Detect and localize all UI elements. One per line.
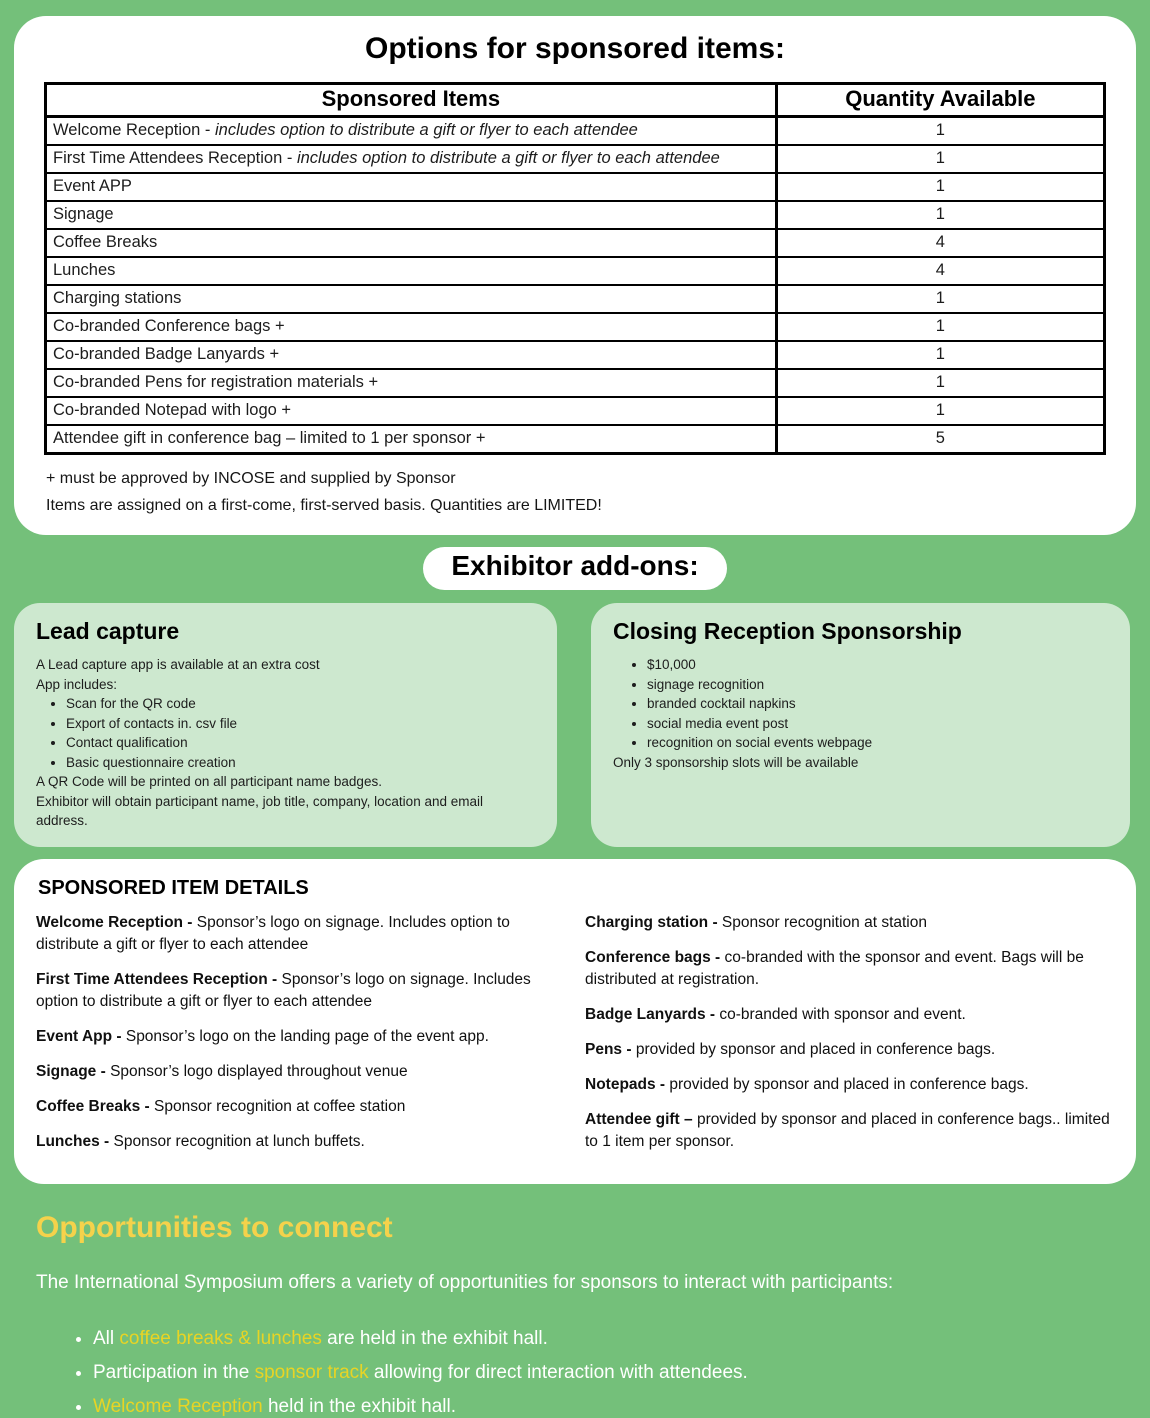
detail-label: Attendee gift – — [585, 1110, 693, 1128]
lead-capture-line: A QR Code will be printed on all participant name badges. — [36, 774, 382, 789]
table-row — [46, 313, 1105, 341]
lead-capture-line: A Lead capture app is available at an extra cost — [36, 657, 320, 672]
opportunity-bullet — [93, 1396, 1114, 1418]
detail-entry — [36, 912, 565, 956]
detail-entry — [585, 947, 1114, 991]
exhibitor-addons-heading: Exhibitor add-ons: — [423, 547, 726, 590]
table-row — [46, 285, 1105, 313]
opportunity-bullet — [93, 1362, 1114, 1384]
highlighted-text: sponsor track — [254, 1361, 369, 1383]
footnote-limited: Items are assigned on a first-come, first-served basis. Quantities are LIMITED! — [46, 497, 602, 514]
table-row — [46, 257, 1105, 285]
item-cell — [46, 229, 777, 257]
sponsored-items-card — [14, 16, 1136, 535]
item-text: Co-branded Pens for registration materials + — [53, 373, 379, 391]
detail-text: Sponsor recognition at station — [717, 913, 927, 931]
item-cell — [46, 369, 777, 397]
detail-text: Sponsor recognition at lunch buffets. — [109, 1132, 365, 1150]
table-row — [46, 369, 1105, 397]
detail-label: Event App - — [36, 1027, 122, 1045]
quantity-cell: 4 — [776, 257, 1104, 285]
closing-reception-bullet: • branded cocktail napkins — [647, 694, 1108, 714]
column-header-sponsored-items: Sponsored Items — [46, 84, 777, 117]
table-row — [46, 341, 1105, 369]
highlighted-text: coffee breaks & lunches — [119, 1327, 322, 1349]
item-text: Co-branded Notepad with logo + — [53, 401, 292, 419]
table-row — [46, 229, 1105, 257]
closing-reception-bullet: • $10,000 — [647, 655, 1108, 675]
sponsored-item-details-card — [14, 859, 1136, 1184]
lead-capture-card — [14, 603, 557, 847]
table-row — [46, 117, 1105, 146]
details-heading: SPONSORED ITEM DETAILS — [38, 876, 309, 899]
quantity-cell: 5 — [776, 425, 1104, 454]
lead-capture-bullet-list — [36, 694, 535, 772]
item-text: Co-branded Badge Lanyards + — [53, 345, 280, 363]
bullet-text: allowing for direct interaction with attendees. — [368, 1361, 748, 1383]
quantity-cell: 1 — [776, 117, 1104, 146]
detail-label: Charging station - — [585, 913, 718, 931]
detail-entry — [36, 1131, 565, 1153]
detail-label: Lunches - — [36, 1132, 110, 1150]
table-row — [46, 173, 1105, 201]
closing-reception-title: Closing Reception Sponsorship — [613, 618, 962, 644]
lead-capture-line: Exhibitor will obtain participant name, job title, company, location and email address. — [36, 793, 483, 828]
sponsored-items-table — [44, 82, 1106, 455]
table-row — [46, 145, 1105, 173]
item-text: First Time Attendees Reception - — [53, 149, 297, 167]
opportunities-heading: Opportunities to connect — [36, 1210, 393, 1244]
closing-reception-bullet: • social media event post — [647, 714, 1108, 734]
bullet-text: Participation in the — [93, 1361, 255, 1383]
opportunities-bullet-list — [36, 1328, 1114, 1418]
detail-text: co-branded with the sponsor and event. Bags will be distributed at registration. — [585, 948, 1084, 988]
detail-text: Sponsor’s logo displayed throughout venue — [105, 1062, 408, 1080]
opportunity-bullet — [93, 1328, 1114, 1350]
detail-text: Sponsor’s logo on the landing page of the event app. — [121, 1027, 489, 1045]
item-text: Welcome Reception - — [53, 121, 216, 139]
detail-label: Signage - — [36, 1062, 106, 1080]
closing-reception-bullet: • signage recognition — [647, 675, 1108, 695]
quantity-cell: 1 — [776, 397, 1104, 425]
page-title: Options for sponsored items: — [364, 32, 786, 65]
closing-reception-bullet-list — [613, 655, 1108, 753]
item-text-italic: includes option to distribute a gift or flyer to each attendee — [296, 149, 720, 167]
column-header-quantity-available: Quantity Available — [776, 84, 1104, 117]
detail-label: Conference bags - — [585, 948, 721, 966]
table-footnotes — [46, 465, 1106, 519]
closing-reception-bullet: • recognition on social events webpage — [647, 733, 1108, 753]
item-text: Signage — [53, 205, 114, 223]
detail-label: Notepads - — [585, 1075, 666, 1093]
table-row — [46, 397, 1105, 425]
highlighted-text: Welcome Reception — [93, 1395, 263, 1417]
detail-entry — [36, 1096, 565, 1118]
detail-label: First Time Attendees Reception - — [36, 970, 278, 988]
lead-capture-bullet: • Basic questionnaire creation — [66, 753, 535, 773]
item-text: Charging stations — [53, 289, 182, 307]
item-cell — [46, 117, 777, 146]
footnote-approval: + must be approved by INCOSE and supplied by Sponsor — [46, 470, 456, 487]
detail-label: Coffee Breaks - — [36, 1097, 150, 1115]
detail-text: provided by sponsor and placed in conference bags. — [631, 1040, 996, 1058]
bullet-text: held in the exhibit hall. — [262, 1395, 456, 1417]
detail-label: Pens - — [585, 1040, 632, 1058]
details-right-column — [585, 912, 1114, 1166]
detail-text: Sponsor’s logo on signage. Includes option to distribute a gift or flyer to each attendee — [36, 970, 531, 1010]
item-text: Co-branded Conference bags + — [53, 317, 285, 335]
quantity-cell: 1 — [776, 341, 1104, 369]
quantity-cell: 1 — [776, 369, 1104, 397]
closing-reception-card — [591, 603, 1130, 847]
table-header-row — [46, 84, 1105, 117]
details-columns — [36, 912, 1114, 1166]
bullet-text: are held in the exhibit hall. — [321, 1327, 548, 1349]
addons-row — [14, 603, 1136, 847]
item-cell — [46, 425, 777, 454]
opportunities-intro: The International Symposium offers a variety of opportunities for sponsors to interact with participants: — [36, 1271, 894, 1293]
detail-entry — [36, 1026, 565, 1048]
detail-text: provided by sponsor and placed in conference bags.. limited to 1 item per sponsor. — [585, 1110, 1110, 1150]
detail-text: co-branded with sponsor and event. — [715, 1005, 966, 1023]
detail-text: provided by sponsor and placed in conference bags. — [665, 1075, 1029, 1093]
detail-entry — [585, 912, 1114, 934]
item-text: Event APP — [53, 177, 132, 195]
detail-text: Sponsor recognition at coffee station — [149, 1097, 406, 1115]
lead-capture-bullet: • Export of contacts in. csv file — [66, 714, 535, 734]
detail-label: Welcome Reception - — [36, 913, 193, 931]
item-text: Coffee Breaks — [53, 233, 158, 251]
table-row — [46, 425, 1105, 454]
lead-capture-title: Lead capture — [36, 618, 180, 644]
detail-entry — [585, 1039, 1114, 1061]
table-row — [46, 201, 1105, 229]
quantity-cell: 1 — [776, 145, 1104, 173]
quantity-cell: 1 — [776, 285, 1104, 313]
item-cell — [46, 257, 777, 285]
bullet-text: All — [93, 1327, 120, 1349]
item-cell — [46, 145, 777, 173]
item-text-italic: includes option to distribute a gift or flyer to each attendee — [215, 121, 638, 139]
item-cell — [46, 313, 777, 341]
quantity-cell: 1 — [776, 313, 1104, 341]
detail-label: Badge Lanyards - — [585, 1005, 716, 1023]
detail-entry — [36, 1061, 565, 1083]
item-cell — [46, 341, 777, 369]
item-cell — [46, 173, 777, 201]
quantity-cell: 4 — [776, 229, 1104, 257]
item-cell — [46, 285, 777, 313]
detail-entry — [585, 1074, 1114, 1096]
item-text: Lunches — [53, 261, 116, 279]
lead-capture-bullet: • Scan for the QR code — [66, 694, 535, 714]
closing-reception-footer: Only 3 sponsorship slots will be available — [613, 754, 859, 770]
quantity-cell: 1 — [776, 201, 1104, 229]
lead-capture-bullet: • Contact qualification — [66, 733, 535, 753]
detail-entry — [585, 1109, 1114, 1153]
item-text: Attendee gift in conference bag – limited to 1 per sponsor + — [53, 429, 486, 447]
quantity-cell: 1 — [776, 173, 1104, 201]
item-cell — [46, 201, 777, 229]
opportunities-section — [0, 1211, 1150, 1418]
item-cell — [46, 397, 777, 425]
detail-entry — [36, 969, 565, 1013]
detail-entry — [585, 1004, 1114, 1026]
detail-text: Sponsor’s logo on signage. Includes option to distribute a gift or flyer to each attendee — [36, 913, 510, 953]
lead-capture-line: App includes: — [36, 676, 118, 692]
details-left-column — [36, 912, 565, 1166]
